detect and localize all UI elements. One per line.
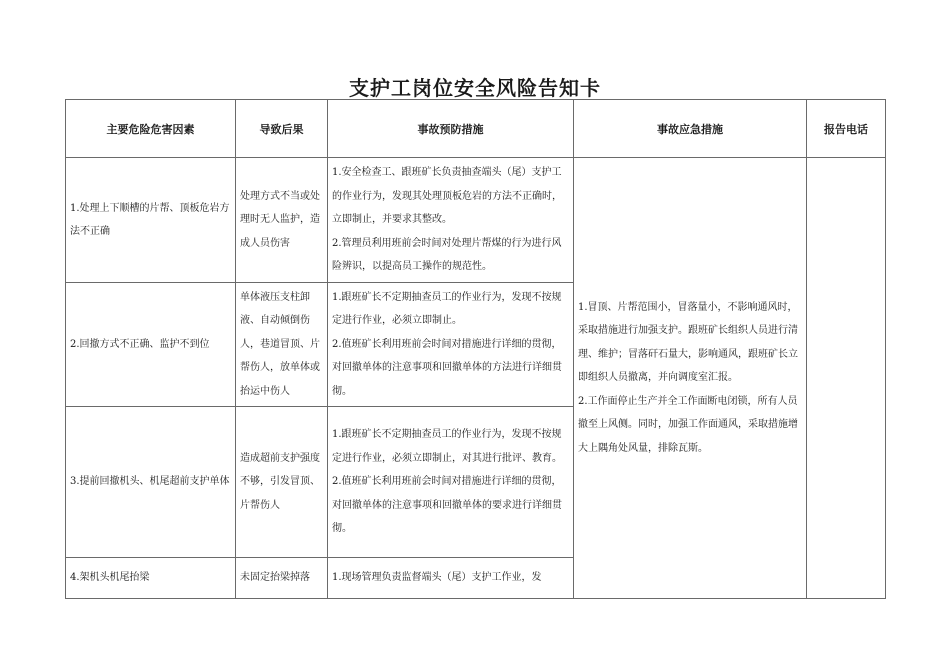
table-header-row	[66, 100, 886, 158]
consequence-cell: 造成超前支护强度不够，引发冒顶、片帮伤人	[236, 407, 328, 558]
prevention-item: 1.现场管理负责监督端头（尾）支护工作业，发	[332, 572, 542, 584]
emergency-cell	[574, 158, 807, 599]
prevention-item: 2.值班矿长利用班前会时间对措施进行详细的贯彻，对回撤单体的注意事项和回撤单体的要求进行详细贯彻。	[332, 476, 562, 535]
emergency-item: 1.冒顶、片帮范围小，冒落量小，不影响通风时，采取措施进行加强支护。跟班矿长组织人员进行清理、维护；冒落矸石量大，影响通风，跟班矿长立即组织人员撤离，并向调度室汇报。	[578, 301, 798, 384]
header-prevention: 事故预防措施	[328, 100, 574, 158]
prevention-cell	[328, 558, 574, 599]
phone-cell	[807, 158, 886, 599]
table-row	[66, 158, 886, 283]
prevention-cell	[328, 158, 574, 283]
header-hazard: 主要危险危害因素	[66, 100, 236, 158]
consequence-cell: 处理方式不当或处理时无人监护，造成人员伤害	[236, 158, 328, 283]
hazard-cell: 2.回撤方式不正确、监护不到位	[66, 283, 236, 407]
prevention-cell	[328, 283, 574, 407]
hazard-cell: 4.架机头机尾抬梁	[66, 558, 236, 599]
emergency-item: 2.工作面停止生产并全工作面断电闭锁，所有人员撤至上风侧。同时，加强工作面通风，采取措施增大上隅角处风量，排除瓦斯。	[578, 395, 798, 454]
header-emergency: 事故应急措施	[574, 100, 807, 158]
risk-notice-table	[65, 99, 886, 599]
consequence-cell: 未固定抬梁掉落	[236, 558, 328, 599]
prevention-item: 1.安全检查工、跟班矿长负责抽查端头（尾）支护工的作业行为，发现其处理顶板危岩的方法不正确时，立即制止，并要求其整改。	[332, 167, 562, 226]
consequence-cell: 单体液压支柱卸液、自动倾倒伤人，巷道冒顶、片帮伤人，放单体或抬运中伤人	[236, 283, 328, 407]
page-title: 支护工岗位安全风险告知卡	[349, 76, 601, 100]
header-consequence: 导致后果	[236, 100, 328, 158]
prevention-item: 2.值班矿长利用班前会时间对措施进行详细的贯彻，对回撤单体的注意事项和回撤单体的方法进行详细贯彻。	[332, 338, 562, 397]
hazard-cell: 1.处理上下顺槽的片帮、顶板危岩方法不正确	[66, 158, 236, 283]
hazard-cell: 3.提前回撤机头、机尾超前支护单体	[66, 407, 236, 558]
prevention-cell	[328, 407, 574, 558]
prevention-item: 1.跟班矿长不定期抽查员工的作业行为，发现不按规定进行作业，必须立即制止，对其进行批评、教育。	[332, 429, 562, 464]
header-phone: 报告电话	[807, 100, 886, 158]
prevention-item: 1.跟班矿长不定期抽查员工的作业行为，发现不按规定进行作业，必须立即制止。	[332, 291, 562, 327]
prevention-item: 2.管理员利用班前会时间对处理片帮煤的行为进行风险辨识，以提高员工操作的规范性。	[332, 237, 562, 273]
